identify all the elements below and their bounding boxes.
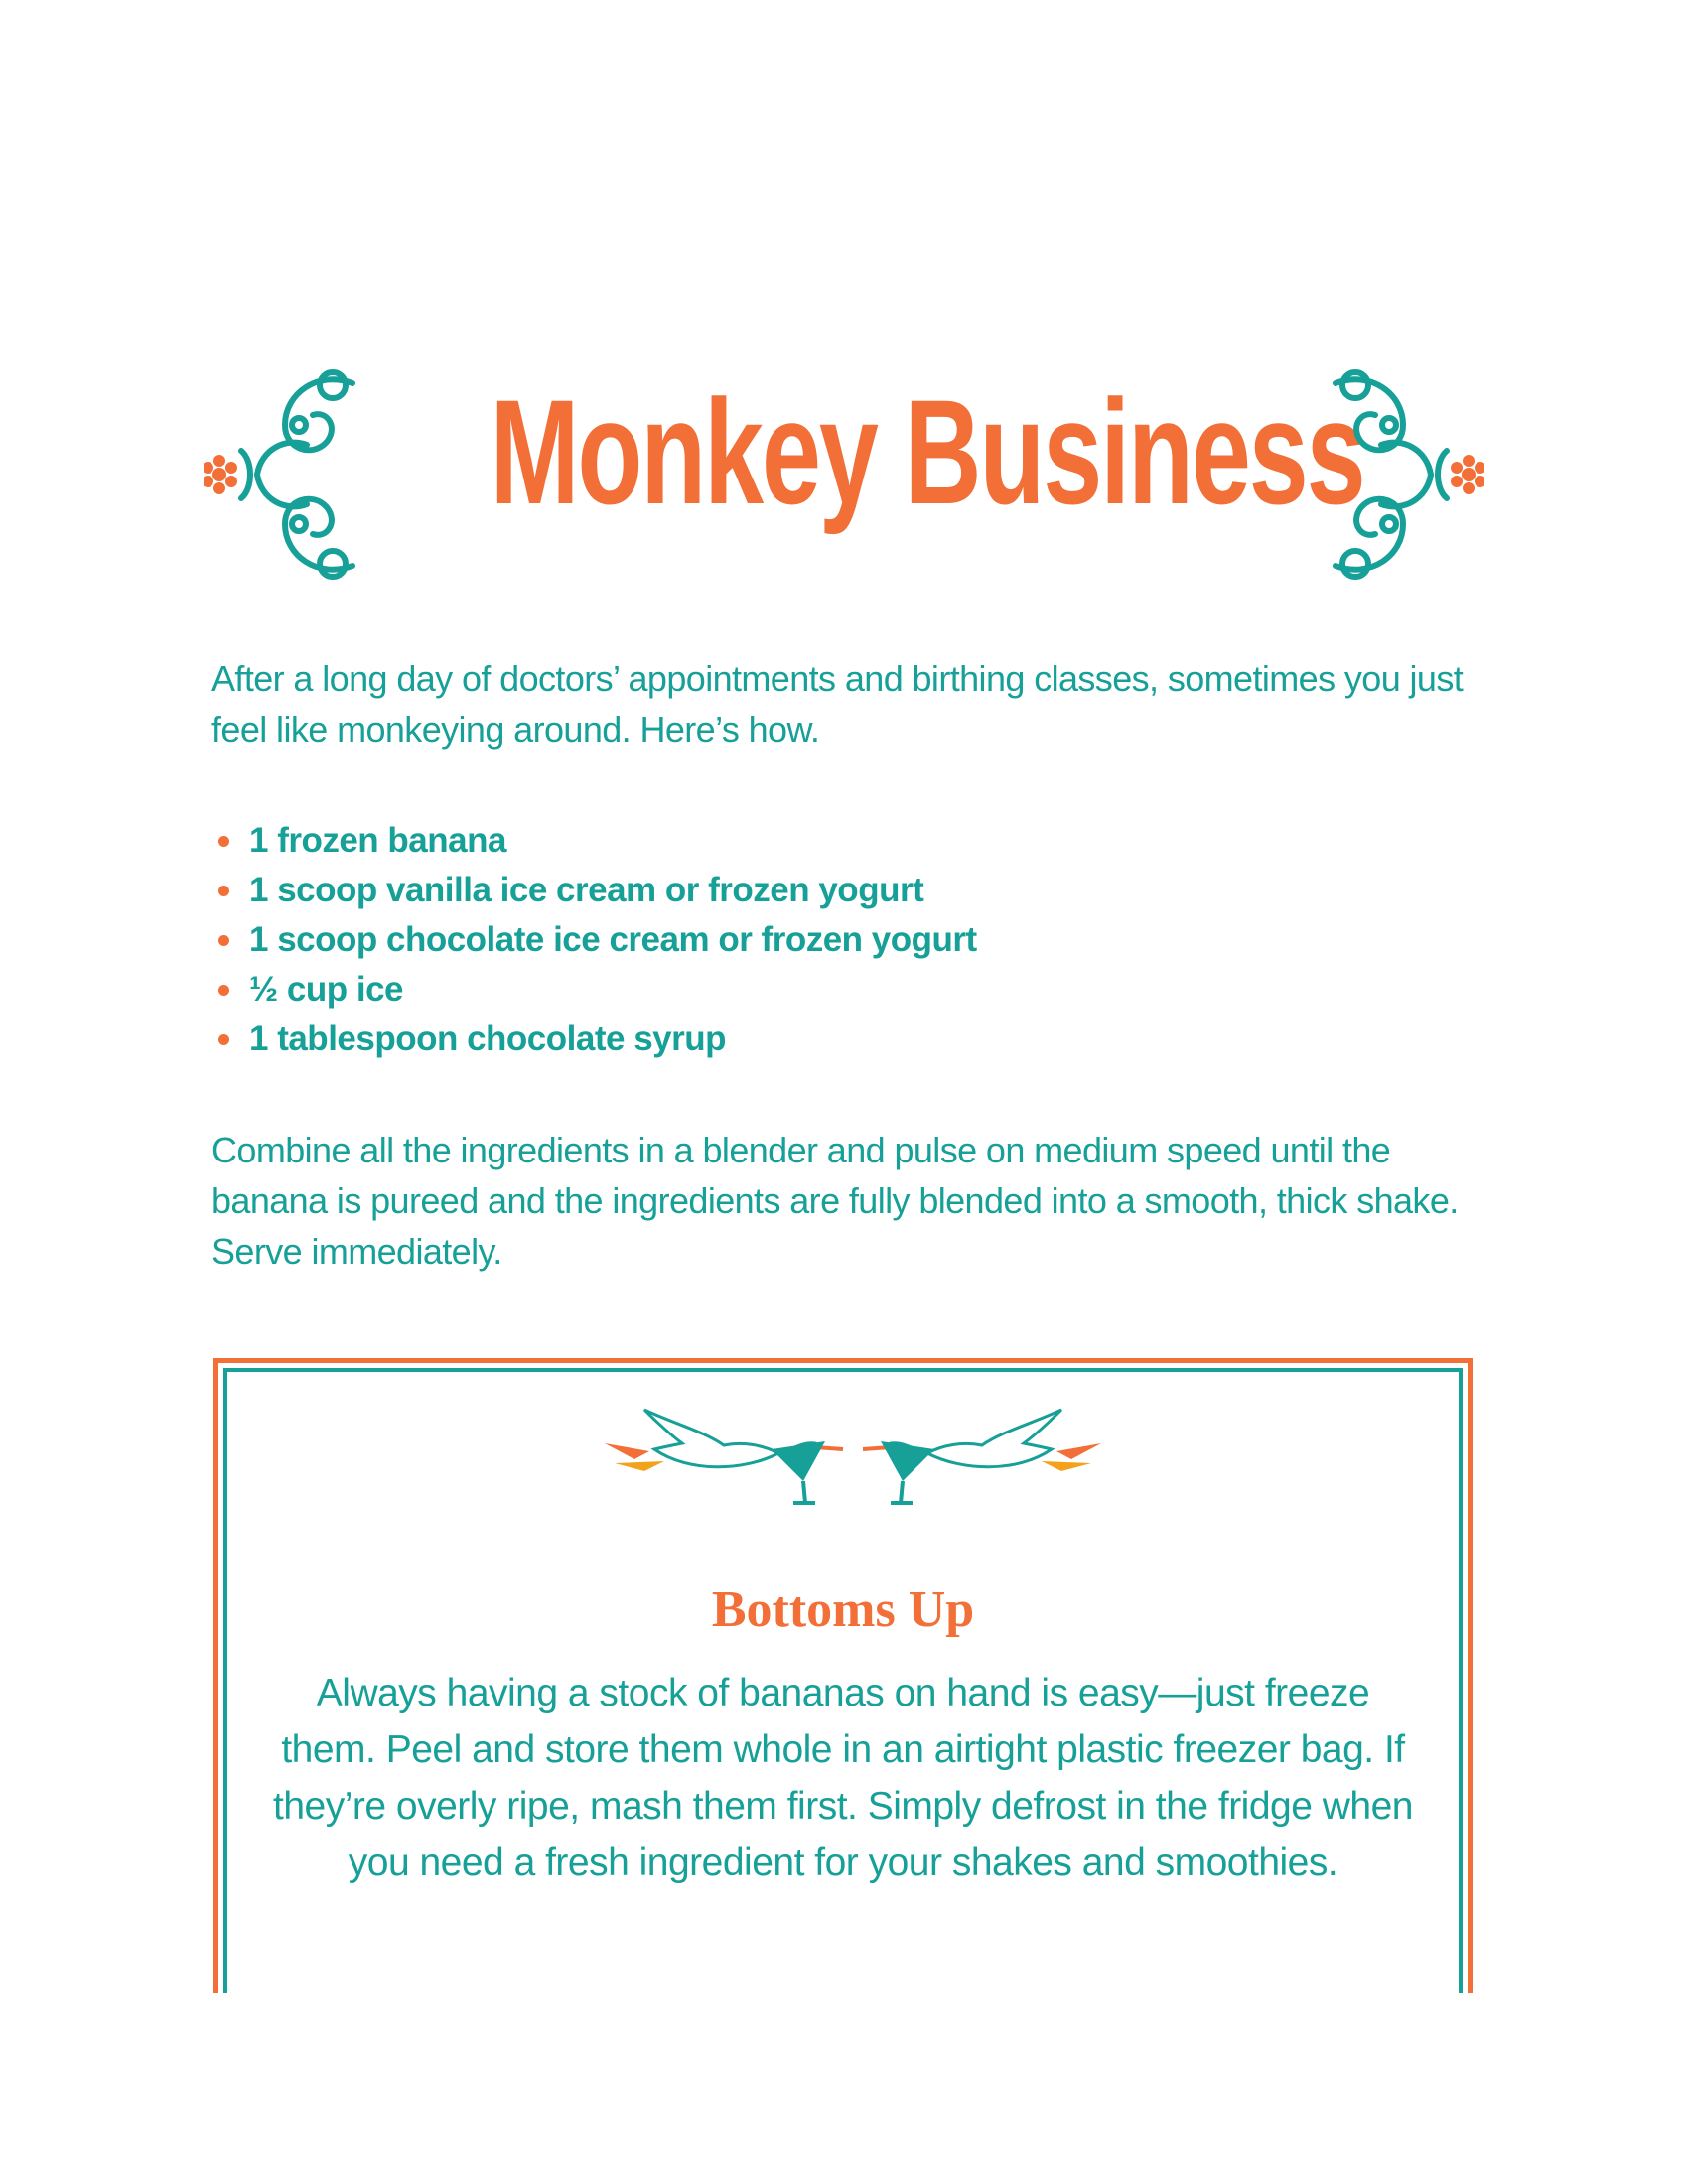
tip-text: Always having a stock of bananas on hand is easy—just freeze them. Peel and store them whole in an airtight plastic freezer bag. If they’re overly ripe, mash them first. Simply defrost in the fridge when you need a fresh ingredient for your shakes and smoothies. <box>273 1672 1413 1884</box>
storks-carrying-cocktails-icon <box>595 1404 1111 1523</box>
swirl-flourish-icon <box>1316 365 1484 584</box>
list-item <box>211 1015 977 1064</box>
list-item <box>211 965 977 1015</box>
list-item <box>211 816 977 866</box>
ingredient-list <box>211 816 977 1064</box>
bullet-icon <box>218 886 229 896</box>
intro-paragraph: After a long day of doctors’ appointments and birthing classes, sometimes you just feel like monkeying around. Here’s how. <box>211 658 1464 750</box>
list-item <box>211 866 977 915</box>
page-title: Monkey Business <box>490 368 1364 535</box>
ingredient-text: 1 tablespoon chocolate syrup <box>249 1020 726 1058</box>
bullet-icon <box>218 836 229 847</box>
bullet-icon <box>218 935 229 946</box>
bullet-icon <box>218 985 229 996</box>
directions-paragraph: Combine all the ingredients in a blender and pulse on medium speed until the banana is pureed and the ingredients are fully blended into a smooth, thick shake. Serve immediately. <box>211 1130 1459 1272</box>
ingredient-text: 1 scoop chocolate ice cream or frozen yogurt <box>249 920 977 959</box>
ingredient-text: 1 frozen banana <box>249 821 506 860</box>
ingredient-text: 1 scoop vanilla ice cream or frozen yogurt <box>249 871 924 909</box>
swirl-flourish-icon <box>204 365 372 584</box>
title-banner <box>204 357 1484 596</box>
ingredient-text: ½ cup ice <box>249 970 404 1009</box>
tip-box <box>213 1358 1473 1993</box>
tip-box-inner <box>223 1368 1463 1993</box>
list-item <box>211 915 977 965</box>
tip-title: Bottoms Up <box>711 1581 975 1638</box>
bullet-icon <box>218 1034 229 1045</box>
